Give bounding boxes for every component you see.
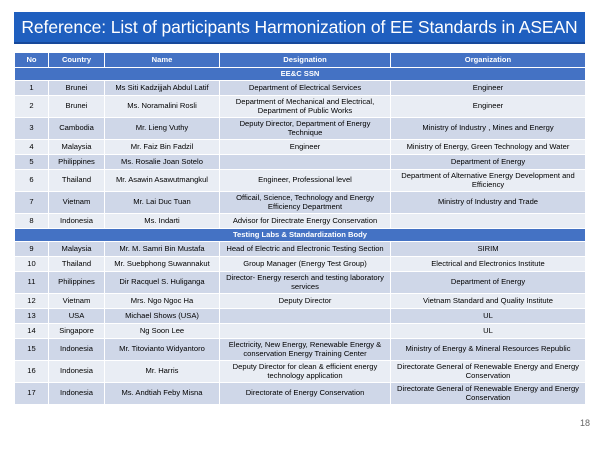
cell-designation: Department of Mechanical and Electrical, Department of Public Works [220, 96, 391, 118]
cell-organization: Engineer [391, 81, 586, 96]
table-row [15, 81, 586, 96]
cell-country: USA [49, 309, 105, 324]
cell-country: Vietnam [49, 294, 105, 309]
table-row [15, 192, 586, 214]
cell-no: 14 [15, 324, 49, 339]
cell-name: Ms. Rosalie Joan Sotelo [105, 155, 220, 170]
cell-organization: Ministry of Industry and Trade [391, 192, 586, 214]
cell-no: 11 [15, 272, 49, 294]
cell-organization: Engineer [391, 96, 586, 118]
cell-name: Mr. Lieng Vuthy [105, 118, 220, 140]
cell-no: 6 [15, 170, 49, 192]
section-row [15, 229, 586, 242]
cell-designation: Electricity, New Energy, Renewable Energy & conservation Energy Training Center [220, 339, 391, 361]
cell-no: 15 [15, 339, 49, 361]
cell-country: Vietnam [49, 192, 105, 214]
section-label: Testing Labs & Standardization Body [15, 229, 586, 242]
header-country: Country [49, 53, 105, 68]
cell-organization: Directorate General of Renewable Energy and Energy Conservation [391, 383, 586, 405]
cell-designation: Deputy Director, Department of Energy Technique [220, 118, 391, 140]
cell-organization: Ministry of Industry , Mines and Energy [391, 118, 586, 140]
cell-name: Mr. Harris [105, 361, 220, 383]
cell-name: Mrs. Ngo Ngoc Ha [105, 294, 220, 309]
cell-no: 3 [15, 118, 49, 140]
cell-country: Malaysia [49, 140, 105, 155]
cell-name: Ms. Noramalini Rosli [105, 96, 220, 118]
cell-name: Mr. M. Samri Bin Mustafa [105, 242, 220, 257]
table-row [15, 170, 586, 192]
cell-name: Ms. Andtiah Feby Misna [105, 383, 220, 405]
cell-designation: Engineer [220, 140, 391, 155]
cell-country: Indonesia [49, 214, 105, 229]
cell-designation: Deputy Director for clean & efficient energy technology application [220, 361, 391, 383]
table-row [15, 96, 586, 118]
cell-organization: Electrical and Electronics Institute [391, 257, 586, 272]
table-header-row [15, 53, 586, 68]
cell-organization: UL [391, 324, 586, 339]
cell-name: Mr. Titovianto Widyantoro [105, 339, 220, 361]
cell-country: Cambodia [49, 118, 105, 140]
cell-designation: Engineer, Professional level [220, 170, 391, 192]
cell-name: Michael Shows (USA) [105, 309, 220, 324]
cell-no: 2 [15, 96, 49, 118]
page-number: 18 [579, 418, 590, 428]
cell-designation: Officail, Science, Technology and Energy Efficiency Department [220, 192, 391, 214]
cell-country: Thailand [49, 170, 105, 192]
table-row [15, 214, 586, 229]
cell-organization: Department of Alternative Energy Development and Efficiency [391, 170, 586, 192]
cell-organization: UL [391, 309, 586, 324]
table-row [15, 272, 586, 294]
cell-no: 7 [15, 192, 49, 214]
cell-designation: Director- Energy reserch and testing laboratory services [220, 272, 391, 294]
cell-organization [391, 214, 586, 229]
table-row [15, 294, 586, 309]
table-body [15, 68, 586, 405]
cell-no: 10 [15, 257, 49, 272]
table-row [15, 383, 586, 405]
cell-name: Mr. Suebphong Suwannakut [105, 257, 220, 272]
table-row [15, 257, 586, 272]
cell-organization: Ministry of Energy, Green Technology and Water [391, 140, 586, 155]
cell-designation [220, 155, 391, 170]
cell-organization: SIRIM [391, 242, 586, 257]
table-row [15, 324, 586, 339]
cell-no: 5 [15, 155, 49, 170]
table-row [15, 339, 586, 361]
cell-organization: Ministry of Energy & Mineral Resources Republic [391, 339, 586, 361]
cell-organization: Vietnam Standard and Quality Institute [391, 294, 586, 309]
cell-country: Thailand [49, 257, 105, 272]
table-row [15, 242, 586, 257]
cell-name: Ms. Indarti [105, 214, 220, 229]
cell-name: Mr. Faiz Bin Fadzil [105, 140, 220, 155]
cell-designation: Advisor for Directrate Energy Conservation [220, 214, 391, 229]
table-row [15, 140, 586, 155]
cell-country: Brunei [49, 81, 105, 96]
slide-title-text: Reference: List of participants Harmonization of EE Standards in ASEAN [21, 16, 578, 37]
header-organization: Organization [391, 53, 586, 68]
cell-name: Mr. Lai Duc Tuan [105, 192, 220, 214]
cell-designation [220, 309, 391, 324]
cell-country: Philippines [49, 155, 105, 170]
table-row [15, 309, 586, 324]
cell-no: 17 [15, 383, 49, 405]
cell-designation: Department of Electrical Services [220, 81, 391, 96]
cell-name: Mr. Asawin Asawutmangkul [105, 170, 220, 192]
cell-country: Singapore [49, 324, 105, 339]
participants-table [14, 52, 586, 405]
cell-name: Dir Racquel S. Huliganga [105, 272, 220, 294]
cell-no: 4 [15, 140, 49, 155]
slide-title [14, 12, 585, 44]
cell-no: 1 [15, 81, 49, 96]
cell-designation: Group Manager (Energy Test Group) [220, 257, 391, 272]
header-name: Name [105, 53, 220, 68]
table-row [15, 155, 586, 170]
cell-no: 8 [15, 214, 49, 229]
section-label: EE&C SSN [15, 68, 586, 81]
cell-designation: Head of Electric and Electronic Testing Section [220, 242, 391, 257]
cell-no: 9 [15, 242, 49, 257]
cell-organization: Department of Energy [391, 155, 586, 170]
cell-designation [220, 324, 391, 339]
table-row [15, 118, 586, 140]
cell-designation: Directorate of Energy Conservation [220, 383, 391, 405]
cell-no: 13 [15, 309, 49, 324]
cell-country: Philippines [49, 272, 105, 294]
cell-country: Indonesia [49, 361, 105, 383]
cell-designation: Deputy Director [220, 294, 391, 309]
cell-country: Indonesia [49, 383, 105, 405]
cell-name: Ng Soon Lee [105, 324, 220, 339]
cell-country: Brunei [49, 96, 105, 118]
cell-organization: Department of Energy [391, 272, 586, 294]
cell-no: 16 [15, 361, 49, 383]
header-designation: Designation [220, 53, 391, 68]
header-no: No [15, 53, 49, 68]
cell-country: Malaysia [49, 242, 105, 257]
cell-organization: Directorate General of Renewable Energy and Energy Conservation [391, 361, 586, 383]
cell-country: Indonesia [49, 339, 105, 361]
section-row [15, 68, 586, 81]
cell-name: Ms Siti Kadzijjah Abdul Latif [105, 81, 220, 96]
table-row [15, 361, 586, 383]
cell-no: 12 [15, 294, 49, 309]
